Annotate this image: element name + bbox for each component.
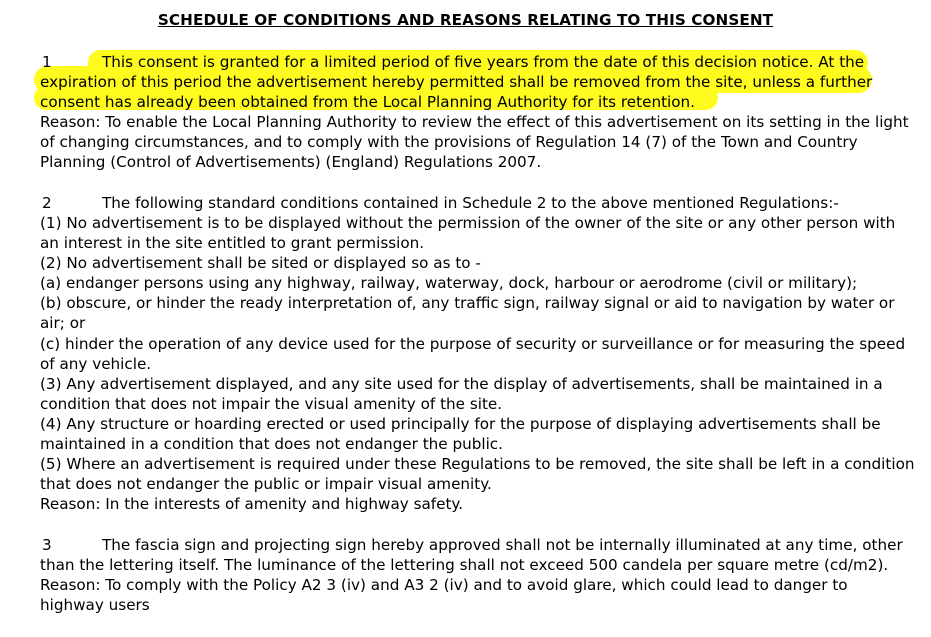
condition-text: The fascia sign and projecting sign hereby approved shall not be internally illuminated at any time, other xyxy=(102,536,903,554)
condition-2-line: (c) hinder the operation of any device used for the purpose of security or surveillance or for measuring the speed xyxy=(40,335,906,353)
condition-number: 2 xyxy=(42,194,52,212)
condition-number: 3 xyxy=(42,536,52,554)
condition-1-reason: Planning (Control of Advertisements) (England) Regulations 2007. xyxy=(40,153,542,171)
condition-2-line: (b) obscure, or hinder the ready interpretation of, any traffic sign, railway signal or aid to navigation by water or xyxy=(40,294,895,312)
condition-2-line: (4) Any structure or hoarding erected or used principally for the purpose of displaying advertisements shall be xyxy=(40,415,881,433)
condition-2-line: condition that does not impair the visual amenity of the site. xyxy=(40,395,503,413)
condition-number: 1 xyxy=(42,53,52,71)
condition-2-line: that does not endanger the public or impair visual amenity. xyxy=(40,475,492,493)
condition-2-line: (5) Where an advertisement is required under these Regulations to be removed, the site shall be left in a condition xyxy=(40,455,915,473)
condition-text: The following standard conditions contained in Schedule 2 to the above mentioned Regulations:- xyxy=(102,194,839,212)
condition-2-line: maintained in a condition that does not endanger the public. xyxy=(40,435,503,453)
document-title: SCHEDULE OF CONDITIONS AND REASONS RELATING TO THIS CONSENT xyxy=(157,11,774,29)
condition-3-reason: highway users xyxy=(40,596,150,614)
condition-2-line xyxy=(40,193,839,213)
condition-text: This consent is granted for a limited period of five years from the date of this decision notice. At the xyxy=(102,53,865,71)
condition-2-line: (2) No advertisement shall be sited or displayed so as to - xyxy=(40,254,481,272)
condition-1-line: consent has already been obtained from the Local Planning Authority for its retention. xyxy=(40,93,695,111)
condition-2-line: of any vehicle. xyxy=(40,355,152,373)
condition-1-reason: of changing circumstances, and to comply with the provisions of Regulation 14 (7) of the Town and Country xyxy=(40,133,858,151)
condition-1-line: expiration of this period the advertisement hereby permitted shall be removed from the site, unless a further xyxy=(40,73,873,91)
condition-3-reason: Reason: To comply with the Policy A2 3 (iv) and A3 2 (iv) and to avoid glare, which could lead to danger to xyxy=(40,576,848,594)
condition-2-line: air; or xyxy=(40,314,86,332)
condition-2-line: an interest in the site entitled to grant permission. xyxy=(40,234,425,252)
condition-2-line: (3) Any advertisement displayed, and any site used for the display of advertisements, shall be maintained in a xyxy=(40,375,883,393)
condition-2-line: (1) No advertisement is to be displayed without the permission of the owner of the site or any other person with xyxy=(40,214,896,232)
condition-1-line xyxy=(40,52,864,72)
condition-3-line xyxy=(40,535,903,555)
condition-2-reason: Reason: In the interests of amenity and highway safety. xyxy=(40,495,464,513)
condition-1-reason: Reason: To enable the Local Planning Authority to review the effect of this advertisement on its setting in the light xyxy=(40,113,909,131)
condition-2-line: (a) endanger persons using any highway, railway, waterway, dock, harbour or aerodrome (civil or military); xyxy=(40,274,858,292)
condition-3-line: than the lettering itself. The luminance of the lettering shall not exceed 500 candela per square metre (cd/m2). xyxy=(40,556,889,574)
